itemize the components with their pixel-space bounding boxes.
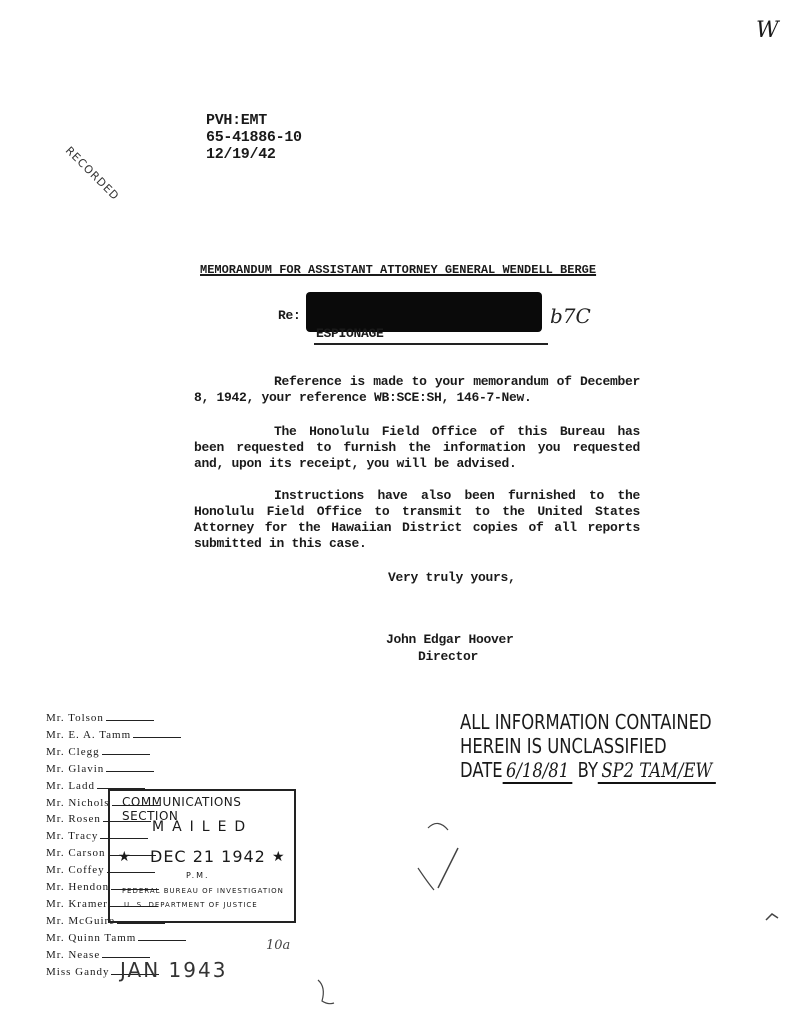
stamp-department: U. S. DEPARTMENT OF JUSTICE: [124, 901, 258, 909]
pencil-mark: [310, 975, 340, 1010]
file-number: 65-41886-10: [206, 129, 302, 146]
distribution-item: Mr. Kramer: [46, 896, 186, 913]
pencil-scribble: [398, 808, 488, 898]
re-underline: [314, 343, 548, 345]
star-icon: ★: [118, 849, 131, 865]
signer-name: John Edgar Hoover: [386, 632, 514, 647]
stamp-date: DEC 21 1942: [150, 847, 266, 866]
recorded-stamp: RECORDED: [62, 144, 122, 204]
distribution-item: Mr. Nichols: [46, 795, 186, 812]
body-paragraph-2: The Honolulu Field Office of this Bureau has been requested to furnish the information you requested and, upon its receipt, you will be advised.: [194, 424, 640, 471]
stamp-status: MAILED: [152, 819, 254, 835]
distribution-item: Mr. Glavin: [46, 761, 186, 778]
declass-date: 6/18/81: [503, 758, 573, 784]
distribution-item: Mr. E. A. Tamm: [46, 727, 186, 744]
declass-date-line: DATE 6/18/81 BY SP2 TAM/EW: [460, 758, 716, 784]
distribution-item: Mr. Ladd: [46, 778, 186, 795]
distribution-item: Miss Gandy: [46, 964, 186, 981]
declassification-stamp: [460, 710, 716, 784]
pencil-tick: [762, 910, 782, 926]
initials: PVH:EMT: [206, 112, 267, 129]
stamp-time: P.M.: [186, 871, 210, 880]
body-paragraph-3: Instructions have also been furnished to the Honolulu Field Office to transmit to the United States Attorney for the Hawaiian District copies of all reports submitted in this case.: [194, 488, 640, 551]
stamp-agency: FEDERAL BUREAU OF INVESTIGATION: [122, 887, 284, 895]
re-subject: ESPIONAGE: [316, 326, 384, 341]
exemption-note: b7C: [550, 304, 591, 328]
closing: Very truly yours,: [388, 570, 516, 585]
file-header: [206, 112, 302, 163]
declass-line-1: ALL INFORMATION CONTAINED: [460, 710, 712, 734]
received-date-stamp: JAN 1943: [120, 958, 228, 982]
distribution-item: Mr. Quinn Tamm: [46, 930, 186, 947]
distribution-item: Mr. McGuire: [46, 913, 186, 930]
pencil-note: 10a: [266, 938, 291, 953]
declass-by: SP2 TAM/EW: [598, 758, 716, 784]
distribution-item: Mr. Hendon: [46, 879, 186, 896]
memo-title: MEMORANDUM FOR ASSISTANT ATTORNEY GENERAL WENDELL BERGE: [200, 263, 597, 277]
body-paragraph-1: Reference is made to your memorandum of December 8, 1942, your reference WB:SCE:SH, 146-7-New.: [194, 374, 640, 405]
re-label: Re:: [278, 308, 301, 323]
memo-date: 12/19/42: [206, 146, 276, 163]
star-icon: ★: [272, 849, 285, 865]
corner-handwritten-mark: W: [756, 18, 779, 43]
distribution-item: Mr. Tracy: [46, 828, 186, 845]
communications-stamp: [108, 789, 296, 923]
distribution-item: Mr. Clegg: [46, 744, 186, 761]
distribution-item: Mr. Carson: [46, 845, 186, 862]
signer-title: Director: [418, 649, 479, 664]
distribution-item: Mr. Rosen: [46, 811, 186, 828]
distribution-item: Mr. Nease: [46, 947, 186, 964]
declass-line-2: HEREIN IS UNCLASSIFIED: [460, 734, 667, 758]
stamp-section: COMMUNICATIONS SECTION: [122, 795, 242, 823]
distribution-item: Mr. Tolson: [46, 710, 186, 727]
distribution-item: Mr. Coffey: [46, 862, 186, 879]
